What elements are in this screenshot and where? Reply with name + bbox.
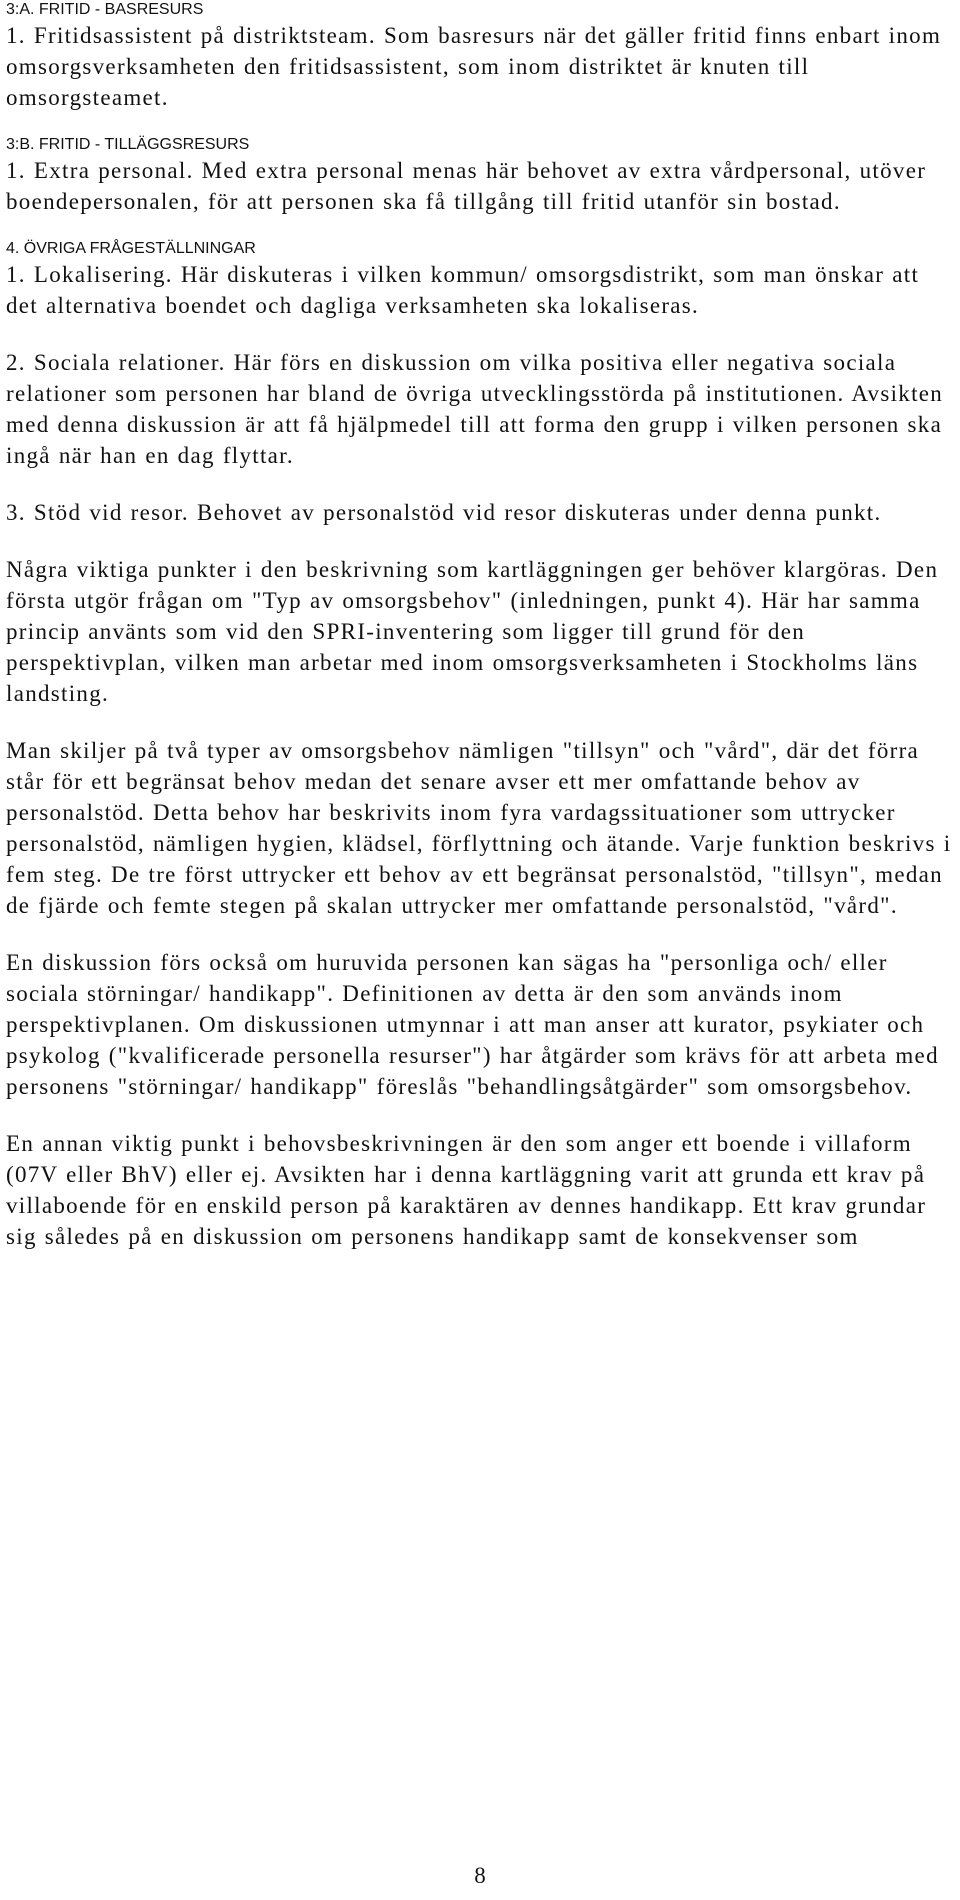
paragraph-lokalisering: 1. Lokalisering. Här diskuteras i vilken kommun/ omsorgsdistrikt, som man önskar att det alternativa boendet och dagliga verksamheten ska lokaliseras. [6, 262, 920, 318]
paragraph-typer-av-omsorgsbehov: Man skiljer på två typer av omsorgsbehov nämligen "tillsyn" och "vård", där det förra står för ett begränsat behov medan det senare avser ett mer omfattande behov av personalstöd. Detta behov har beskrivits inom fyra vardagssituationer som uttrycker personalstöd, nämligen hygien, klädsel, förflyttning och ätande. Varje funktion beskrivs i fem steg. De tre först uttrycker ett behov av ett begränsat personalstöd, "tillsyn", medan de fjärde och femte stegen på skalan uttrycker mer omfattande personalstöd, "vård". [6, 738, 952, 918]
section-heading-3a: 3:A. FRITID - BASRESURS [6, 1, 204, 18]
paragraph-villaform: En annan viktig punkt i behovsbeskrivningen är den som anger ett boende i villaform (07V eller BhV) eller ej. Avsikten har i denna kartläggning varit att grunda ett krav på villaboende för en enskild person på karaktären av dennes handikapp. Ett krav grundar sig således på en diskussion om personens handikapp samt de konsekvenser som [6, 1131, 927, 1249]
paragraph-extra-personal: 1. Extra personal. Med extra personal menas här behovet av extra vårdpersonal, utöver boendepersonalen, för att personen ska få tillgång till fritid utanför sin bostad. [6, 158, 927, 214]
section-heading-4: 4. ÖVRIGA FRÅGESTÄLLNINGAR [6, 240, 256, 257]
paragraph-sociala-relationer: 2. Sociala relationer. Här förs en diskussion om vilka positiva eller negativa sociala relationer som personen har bland de övriga utvecklingsstörda på institutionen. Avsikten med denna diskussion är att få hjälpmedel till att forma den grupp i vilken personen ska ingå när han en dag flyttar. [6, 350, 944, 468]
page-number: 8 [474, 1863, 486, 1888]
section-heading-3b: 3:B. FRITID - TILLÄGGSRESURS [6, 136, 250, 153]
paragraph-personliga-storningar: En diskussion förs också om huruvida personen kan sägas ha "personliga och/ eller sociala störningar/ handikapp". Definitionen av detta är den som används inom perspektivplanen. Om diskussionen utmynnar i att man anser att kurator, psykiater och psykolog ("kvalificerade personella resurser") har åtgärder som krävs för att arbeta med personens "störningar/ handikapp" föreslås "behandlingsåtgärder" som omsorgsbehov. [6, 950, 939, 1099]
paragraph-fritidsassistent: 1. Fritidsassistent på distriktsteam. Som basresurs när det gäller fritid finns enbart inom omsorgsverksamheten den fritidsassistent, som inom distriktet är knuten till omsorgsteamet. [6, 23, 942, 110]
paragraph-viktiga-punkter: Några viktiga punkter i den beskrivning som kartläggningen ger behöver klargöras. Den första utgör frågan om "Typ av omsorgsbehov" (inledningen, punkt 4). Här har samma princip använts som vid den SPRI-inventering som ligger till grund för den perspektivplan, vilken man arbetar med inom omsorgsverksamheten i Stockholms läns landsting. [6, 557, 939, 706]
page-content [6, 0, 954, 1252]
paragraph-stod-vid-resor: 3. Stöd vid resor. Behovet av personalstöd vid resor diskuteras under denna punkt. [6, 500, 882, 525]
